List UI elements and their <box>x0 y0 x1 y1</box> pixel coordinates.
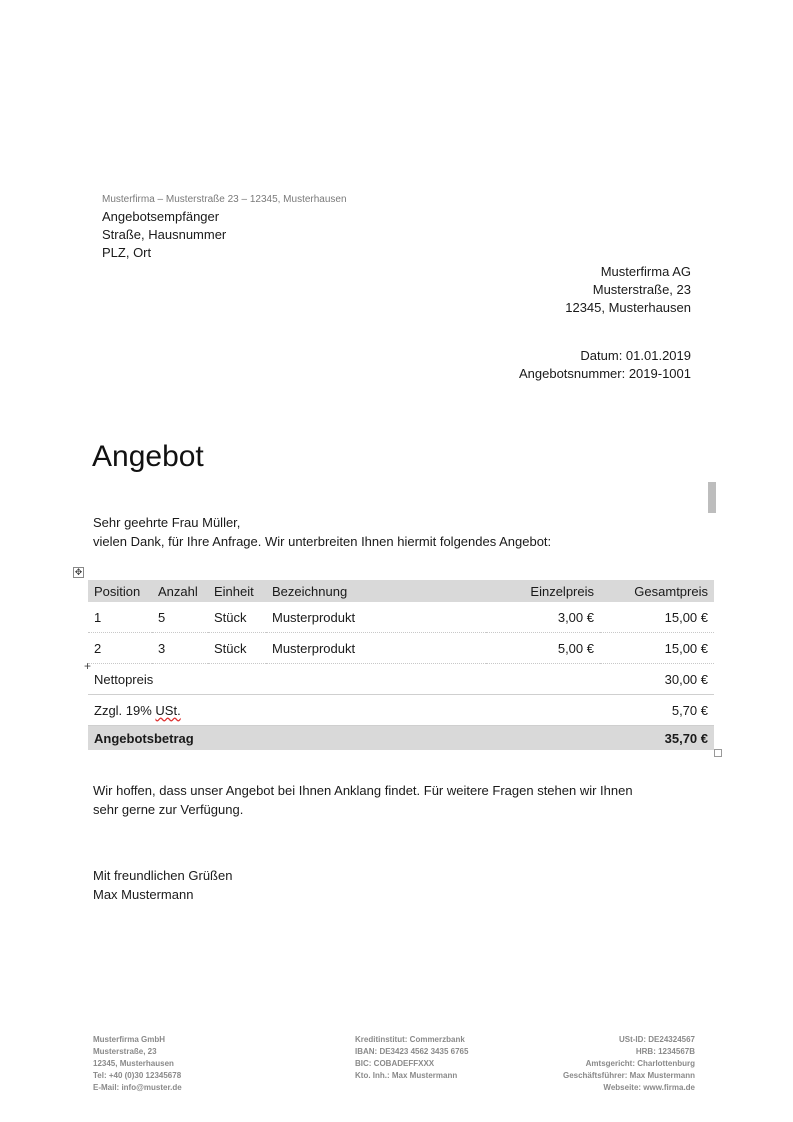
cell-unit: Stück <box>208 602 266 633</box>
cell-description: Musterprodukt <box>266 633 486 664</box>
total-value: 35,70 € <box>600 726 714 751</box>
scrollbar-thumb[interactable] <box>708 482 716 513</box>
footer-line: 12345, Musterhausen <box>93 1059 174 1068</box>
cell-unit-price: 5,00 € <box>486 633 600 664</box>
offer-meta <box>519 347 691 383</box>
recipient-name: Angebotsempfänger <box>102 209 220 224</box>
header-description: Bezeichnung <box>266 580 486 602</box>
net-price-value: 30,00 € <box>600 664 714 695</box>
table-resize-handle[interactable] <box>714 749 722 757</box>
footer-line: HRB: 1234567B <box>635 1047 695 1056</box>
footer-line: Musterstraße, 23 <box>93 1047 157 1056</box>
table-row <box>88 602 714 633</box>
table-row <box>88 633 714 664</box>
offer-date: Datum: 01.01.2019 <box>580 348 691 363</box>
closing-text <box>93 781 633 819</box>
tax-row <box>88 695 714 726</box>
tax-label <box>88 695 600 726</box>
header-position: Position <box>88 580 152 602</box>
greeting-phrase: Mit freundlichen Grüßen <box>93 868 233 883</box>
total-row <box>88 726 714 751</box>
cell-description: Musterprodukt <box>266 602 486 633</box>
recipient-city: PLZ, Ort <box>102 245 152 260</box>
company-city: 12345, Musterhausen <box>565 300 691 315</box>
total-label: Angebotsbetrag <box>88 726 600 751</box>
cell-unit-price: 3,00 € <box>486 602 600 633</box>
cell-position: 1 <box>88 602 152 633</box>
footer-line: BIC: COBADEFFXXX <box>355 1059 435 1068</box>
signatory-name: Max Mustermann <box>93 887 194 902</box>
cell-quantity: 5 <box>152 602 208 633</box>
greeting-block <box>93 866 232 904</box>
cell-unit: Stück <box>208 633 266 664</box>
header-total: Gesamtpreis <box>600 580 714 602</box>
intro-text <box>93 513 551 551</box>
net-price-label: Nettopreis <box>88 664 600 695</box>
tax-label-prefix: Zzgl. 19% <box>94 702 156 718</box>
cell-quantity: 3 <box>152 633 208 664</box>
footer-bank-info <box>355 1034 468 1082</box>
salutation: Sehr geehrte Frau Müller, <box>93 515 241 530</box>
closing-line-2: sehr gerne zur Verfügung. <box>93 802 244 817</box>
footer-line: Kreditinstitut: Commerzbank <box>355 1035 465 1044</box>
tax-value: 5,70 € <box>600 695 714 726</box>
net-price-row <box>88 664 714 695</box>
recipient-address <box>102 208 226 262</box>
table-header-row <box>88 580 714 602</box>
cell-total: 15,00 € <box>600 602 714 633</box>
sender-address-line: Musterfirma – Musterstraße 23 – 12345, Musterhausen <box>102 194 347 205</box>
recipient-street: Straße, Hausnummer <box>102 227 227 242</box>
tax-label-abbreviation: USt. <box>155 702 181 718</box>
table-move-icon[interactable]: ✥ <box>74 567 83 577</box>
closing-line-1: Wir hoffen, dass unser Angebot bei Ihnen Anklang findet. Für weitere Fragen stehen wir Ihnen <box>93 783 633 798</box>
header-quantity: Anzahl <box>152 580 208 602</box>
company-street: Musterstraße, 23 <box>592 282 691 297</box>
cell-position: 2 <box>88 633 152 664</box>
header-unit: Einheit <box>208 580 266 602</box>
footer-legal-info <box>563 1034 695 1094</box>
company-name: Musterfirma AG <box>600 264 691 279</box>
document-title: Angebot <box>92 440 204 473</box>
offer-table <box>88 580 714 750</box>
footer-line: E-Mail: info@muster.de <box>93 1083 182 1092</box>
footer-company-info <box>93 1034 182 1094</box>
footer-line: IBAN: DE3423 4562 3435 6765 <box>355 1047 469 1056</box>
footer-line: Webseite: www.firma.de <box>603 1083 695 1092</box>
footer-line: Geschäftsführer: Max Mustermann <box>562 1071 695 1080</box>
footer-line: Musterfirma GmbH <box>93 1035 166 1044</box>
footer-line: Kto. Inh.: Max Mustermann <box>355 1071 458 1080</box>
row-insert-icon[interactable]: + <box>84 659 92 673</box>
intro-sentence: vielen Dank, für Ihre Anfrage. Wir unterbreiten Ihnen hiermit folgendes Angebot: <box>93 534 552 549</box>
cell-total: 15,00 € <box>600 633 714 664</box>
offer-number: Angebotsnummer: 2019-1001 <box>518 366 691 381</box>
company-address <box>565 263 691 317</box>
header-unit-price: Einzelpreis <box>486 580 600 602</box>
footer-line: Tel: +40 (0)30 12345678 <box>93 1071 182 1080</box>
footer-line: USt-ID: DE24324567 <box>618 1035 695 1044</box>
footer-line: Amtsgericht: Charlottenburg <box>585 1059 695 1068</box>
